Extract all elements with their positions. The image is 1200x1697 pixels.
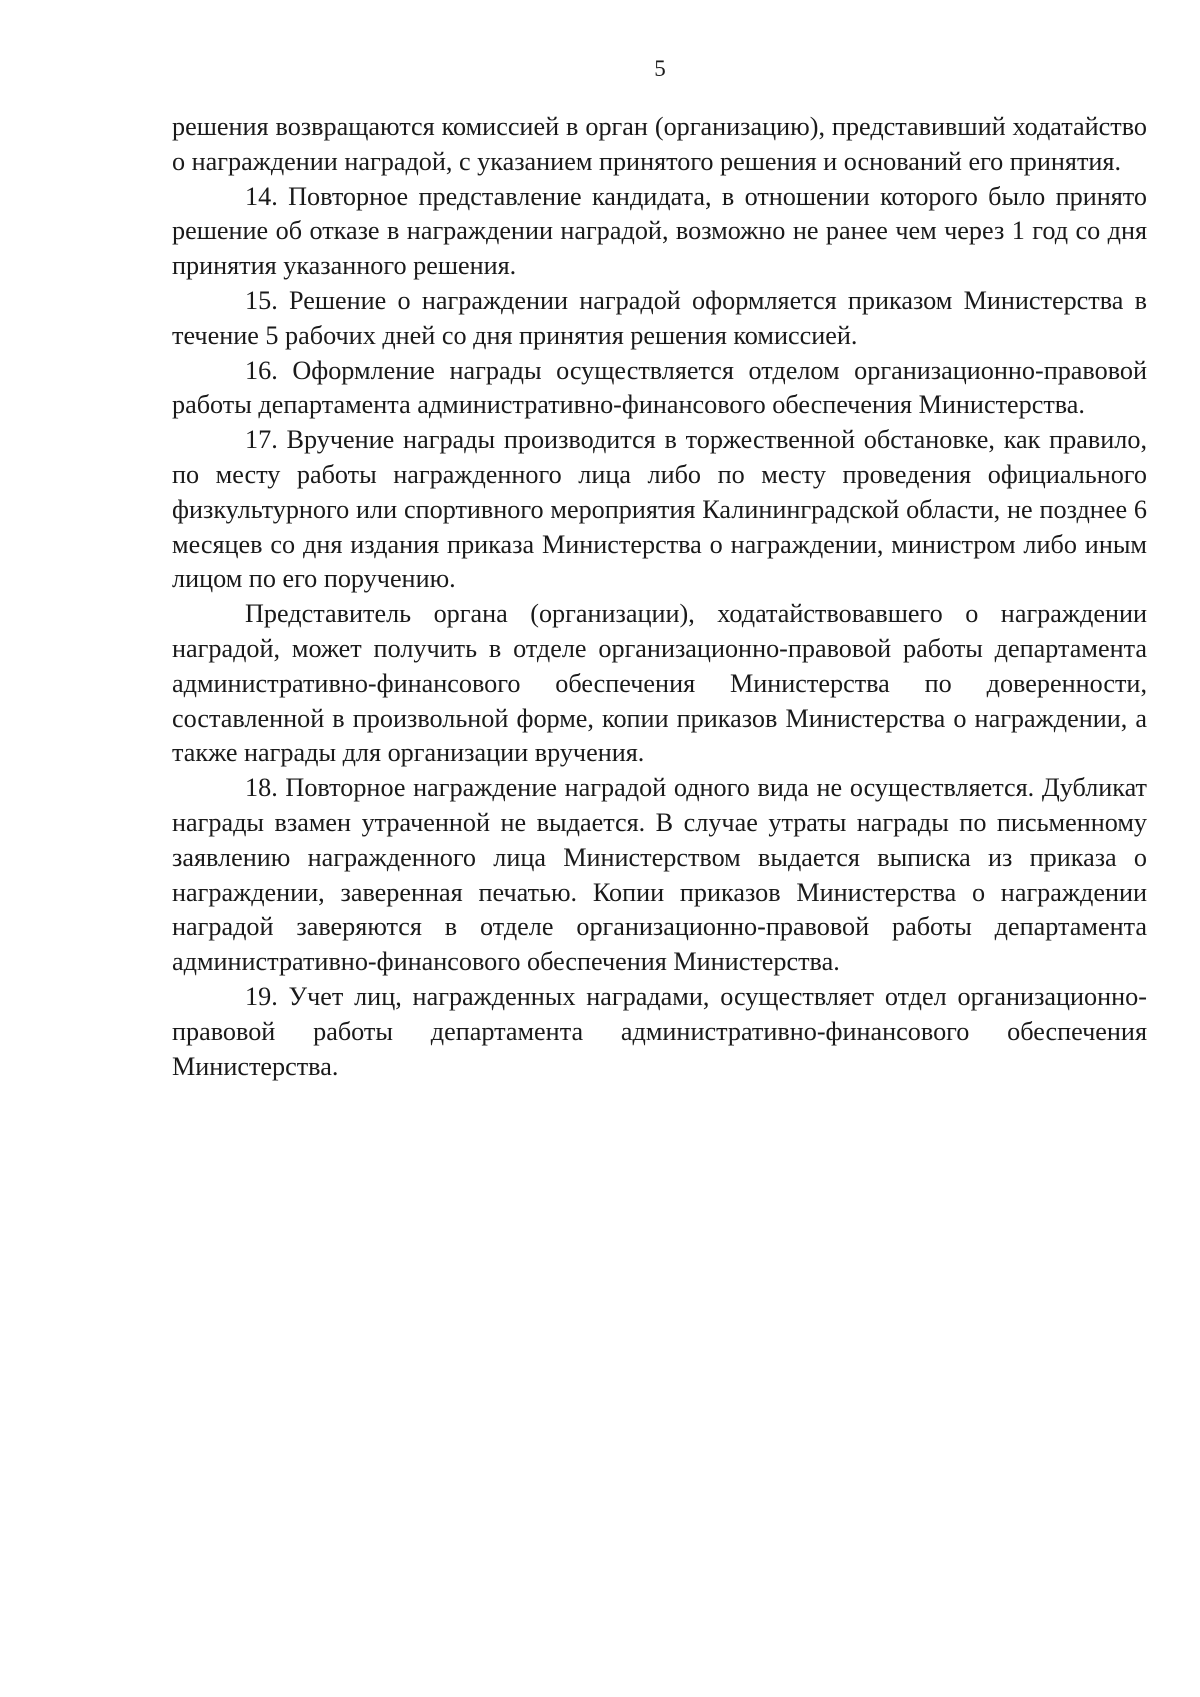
paragraph-item-18: 18. Повторное награждение наградой одного вида не осуществляется. Дубликат награды взамен утраченной не выдается. В случае утраты награды по письменному заявлению награжденного лица Министерством выдается выписка из приказа о награждении, заверенная печатью. Копии приказов Министерства о награждении наградой заверяются в отделе организационно-правовой работы департамента административно-финансового обеспечения Министерства. [172, 773, 1147, 977]
paragraph-continuation: решения возвращаются комиссией в орган (организацию), представивший ходатайство о награждении наградой, с указанием принятого решения и оснований его принятия. [172, 112, 1147, 176]
paragraph-item-19: 19. Учет лиц, награжденных наградами, осуществляет отдел организационно-правовой работы департамента административно-финансового обеспечения Министерства. [172, 981, 1147, 1081]
paragraph-item-16: 16. Оформление награды осуществляется отделом организационно-правовой работы департамента административно-финансового обеспечения Министерства. [172, 355, 1147, 420]
page-number: 5 [654, 56, 666, 81]
paragraph-item-15: 15. Решение о награждении наградой оформляется приказом Министерства в течение 5 рабочих дней со дня принятия решения комиссией. [172, 285, 1147, 350]
document-body [172, 110, 1147, 1084]
paragraph-item-14: 14. Повторное представление кандидата, в отношении которого было принято решение об отказе в награждении наградой, возможно не ранее чем через 1 год со дня принятия указанного решения. [172, 181, 1147, 281]
paragraph-item-17-representative: Представитель органа (организации), ходатайствовавшего о награждении наградой, может получить в отделе организационно-правовой работы департамента административно-финансового обеспечения Министерства по доверенности, составленной в произвольной форме, копии приказов Министерства о награждении, а также награды для организации вручения. [172, 599, 1147, 768]
paragraph-item-17: 17. Вручение награды производится в торжественной обстановке, как правило, по месту работы награжденного лица либо по месту проведения официального физкультурного или спортивного мероприятия Калининградской области, не позднее 6 месяцев со дня издания приказа Министерства о награждении, министром либо иным лицом по его поручению. [172, 425, 1147, 594]
